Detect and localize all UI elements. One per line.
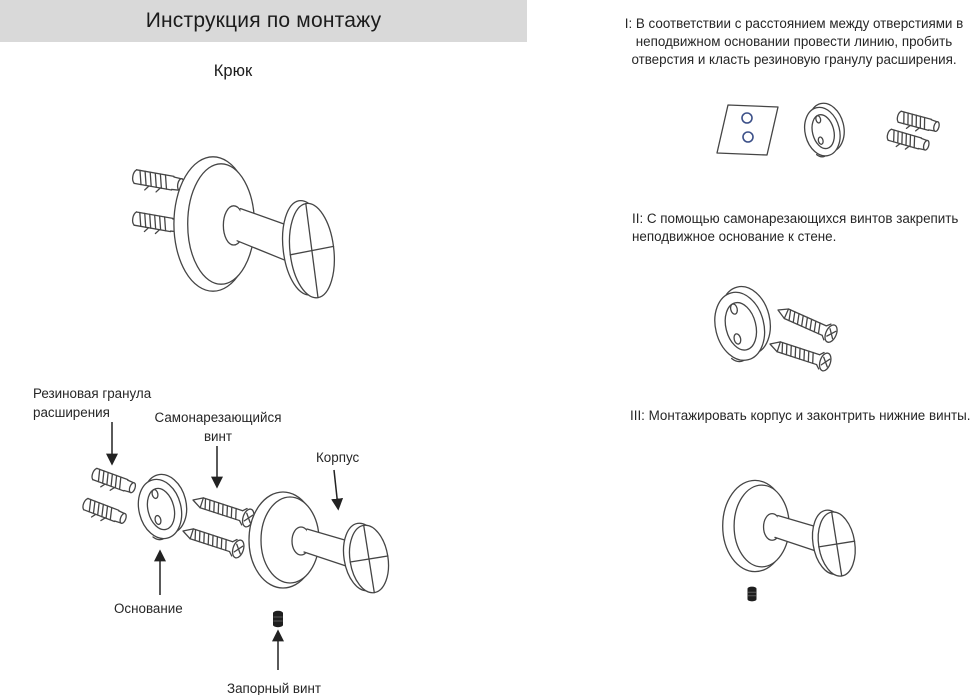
wall-anchor-icon [89, 468, 137, 498]
screw-icon [180, 522, 246, 559]
step-2-text: II: С помощью самонарезающихся винтов закрепить неподвижное основание к стене. [632, 211, 959, 244]
wall-anchor-icon [131, 169, 185, 196]
wall-anchor-icon [80, 498, 128, 529]
label-rubber-anchor: Резиновая гранула расширения [33, 386, 152, 420]
screw-icon [774, 302, 839, 345]
hook-body-icon [723, 480, 860, 578]
step-3-diagram [698, 468, 908, 613]
label-base: Основание [114, 601, 183, 616]
set-screw-icon [273, 611, 283, 627]
arrow-down-icon [334, 470, 338, 507]
label-self-tapping-screw: Самонарезающийся винт [154, 410, 282, 444]
label-body: Корпус [316, 450, 360, 465]
base-ring-icon [708, 281, 777, 365]
screw-icon [190, 491, 256, 528]
page-title: Инструкция по монтажу [145, 9, 382, 32]
hook-body-icon [249, 492, 393, 596]
assembled-hook-drawing [110, 140, 360, 330]
product-title: Крюк [213, 62, 253, 80]
wall-plate-icon [717, 105, 778, 155]
screw-icon [767, 335, 833, 372]
set-screw-icon [748, 587, 757, 602]
step-3-text: III: Монтажировать корпус и законтрить нижние винты. [630, 408, 970, 423]
wall-anchor-icon [885, 129, 930, 155]
hook-body-icon [174, 157, 340, 302]
step-2-diagram [695, 272, 885, 377]
header-bar [0, 0, 527, 42]
exploded-view [0, 370, 485, 695]
label-locking-screw: Запорный винт [227, 681, 322, 695]
base-ring-icon [800, 100, 849, 160]
step-1-diagram [700, 95, 960, 195]
step-1-text: I: В соответствии с расстоянием между отверстиями в неподвижном основании провести линию, пробить отверстия и класть резиновую гранулу расширения. [624, 16, 964, 67]
